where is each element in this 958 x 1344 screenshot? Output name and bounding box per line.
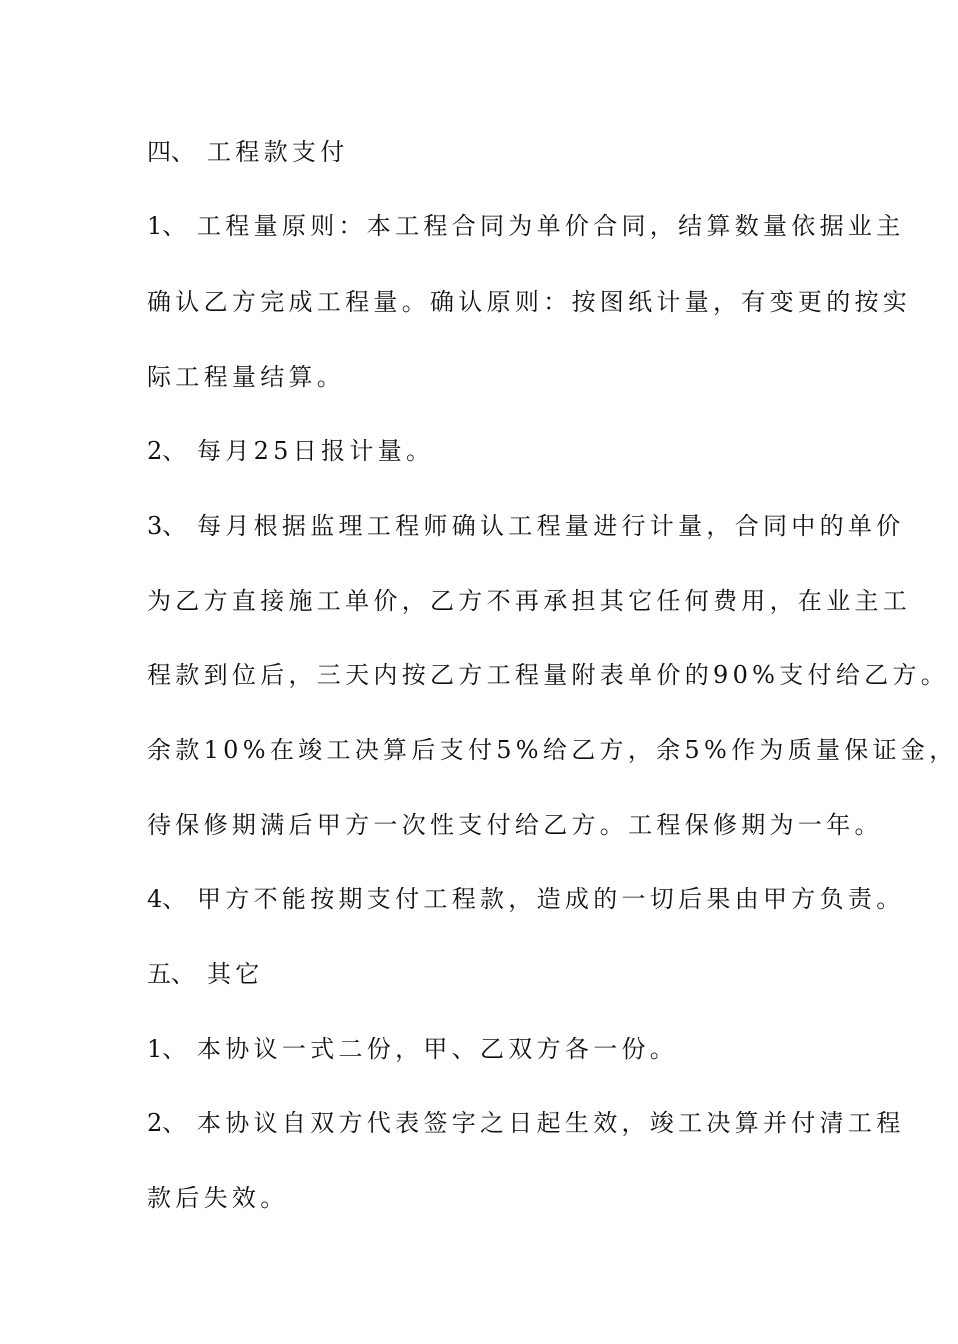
clause-4-1-line-1: [147, 211, 905, 241]
clause-text: 每月根据监理工程师确认工程量进行计量，合同中的单价: [197, 512, 905, 540]
clause-4-3-line-3: 程款到位后，三天内按乙方工程量附表单价的90%支付给乙方。: [147, 661, 950, 689]
clause-number: 1、: [147, 1035, 187, 1063]
clause-text: 本协议自双方代表签字之日起生效，竣工决算并付清工程: [197, 1109, 905, 1137]
clause-5-2-line-2: 款后失效。: [147, 1184, 289, 1212]
section-title: 其它: [207, 960, 264, 988]
clause-4-1-line-3: 际工程量结算。: [147, 363, 346, 391]
section-heading-other: [147, 959, 827, 989]
clause-number: 4、: [147, 885, 187, 913]
section-heading-payment: [147, 137, 827, 167]
clause-4-3-line-4: 余款10%在竣工决算后支付5%给乙方，余5%作为质量保证金，: [147, 736, 958, 764]
clause-5-2-line-1: [147, 1108, 905, 1138]
section-number: 四、: [147, 138, 195, 166]
clause-number: 2、: [147, 1109, 187, 1137]
section-number: 五、: [147, 960, 195, 988]
clause-number: 2、: [147, 437, 187, 465]
clause-5-1: [147, 1034, 827, 1064]
clause-number: 1、: [147, 212, 187, 240]
clause-text: 工程量原则：本工程合同为单价合同，结算数量依据业主: [197, 212, 905, 240]
clause-text: 本协议一式二份，甲、乙双方各一份。: [197, 1035, 679, 1063]
clause-text: 每月25日报计量。: [197, 437, 435, 465]
clause-text: 甲方不能按期支付工程款，造成的一切后果由甲方负责。: [197, 885, 905, 913]
clause-4-3-line-5: 待保修期满后甲方一次性支付给乙方。工程保修期为一年。: [147, 811, 883, 839]
clause-number: 3、: [147, 512, 187, 540]
clause-4-4: [147, 884, 905, 914]
clause-4-3-line-2: 为乙方直接施工单价，乙方不再承担其它任何费用，在业主工: [147, 587, 912, 615]
clause-4-2: [147, 436, 827, 466]
clause-4-3-line-1: [147, 511, 905, 541]
section-title: 工程款支付: [207, 138, 349, 166]
clause-4-1-line-2: 确认乙方完成工程量。确认原则：按图纸计量，有变更的按实: [147, 288, 912, 316]
